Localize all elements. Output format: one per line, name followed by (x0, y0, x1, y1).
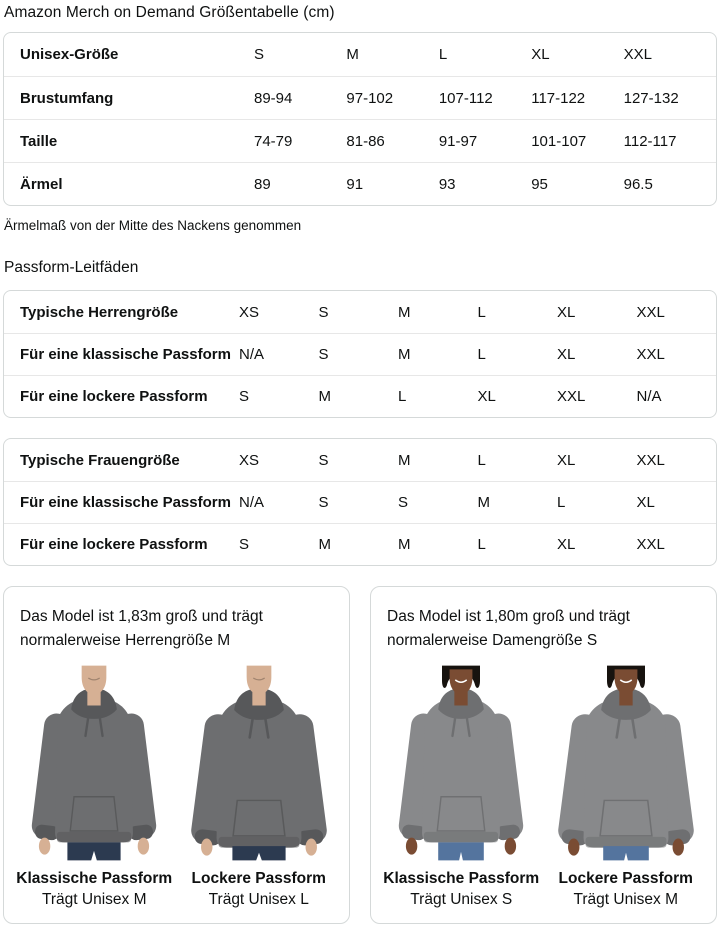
unisex-size-table (3, 32, 717, 206)
cell-value: XL (636, 494, 655, 511)
cell-value: 96.5 (623, 175, 653, 193)
cell-value: XL (557, 451, 576, 469)
cell-value: S (398, 494, 409, 511)
cell-value: N/A (239, 346, 265, 363)
cell-value: XXL (557, 388, 586, 405)
cell-value: XS (239, 303, 260, 321)
cell-value: S (318, 346, 329, 363)
cell-value: M (318, 388, 331, 405)
cell-value: XXL (623, 46, 652, 63)
cell-value: 93 (438, 175, 456, 193)
cell-value: 89-94 (254, 89, 293, 107)
cell-value: M (398, 346, 411, 363)
cell-value: L (477, 346, 486, 363)
size-worn-label: Trägt Unisex L (208, 891, 309, 909)
table-row (4, 291, 716, 333)
row-label: Brustumfang (20, 89, 114, 107)
cell-value: XL (477, 388, 496, 405)
cell-value: XS (239, 451, 260, 469)
cell-value: 117-122 (531, 89, 586, 107)
fit-label: Lockere Passform (558, 870, 693, 888)
cell-value: XL (531, 46, 550, 63)
cell-value: XXL (636, 346, 665, 363)
figure-male-classic (12, 663, 177, 909)
cell-value: M (346, 46, 359, 63)
row-label: Typische Herrengröße (20, 303, 179, 321)
size-worn-label: Trägt Unisex M (41, 891, 147, 909)
figure-row (379, 663, 708, 909)
model-photo-female-loose-fit (550, 663, 702, 863)
model-photo-male-loose-fit (183, 663, 335, 863)
cell-value: L (477, 536, 486, 553)
size-worn-label: Trägt Unisex S (410, 891, 513, 909)
cell-value: S (239, 536, 250, 553)
fit-label: Klassische Passform (383, 870, 540, 888)
cell-value: M (398, 303, 411, 321)
table-row (4, 119, 716, 162)
table-row (4, 375, 716, 417)
cell-value: L (477, 303, 486, 321)
fit-label: Klassische Passform (16, 870, 173, 888)
female-model-card (370, 586, 717, 924)
cell-value: S (318, 494, 329, 511)
cell-value: 74-79 (254, 132, 293, 150)
cell-value: L (477, 451, 486, 469)
model-cards (3, 586, 717, 924)
cell-value: XXL (636, 303, 665, 321)
cell-value: XL (557, 346, 576, 363)
cell-value: S (318, 451, 329, 469)
fit-guides-title: Passform-Leitfäden (4, 259, 139, 276)
cell-value: 112-117 (623, 132, 677, 150)
cell-value: M (398, 451, 411, 469)
row-label: Unisex-Größe (20, 46, 119, 63)
cell-value: XL (557, 303, 576, 321)
cell-value: XXL (636, 451, 665, 469)
model-card-heading: Das Model ist 1,83m groß und trägt normalerweise Herrengröße M (20, 608, 263, 650)
cell-value: M (477, 494, 490, 511)
table-row (4, 439, 716, 481)
row-label: Für eine lockere Passform (20, 536, 208, 553)
row-label: Für eine lockere Passform (20, 388, 208, 405)
cell-value: 97-102 (346, 89, 394, 107)
row-label: Taille (20, 132, 58, 150)
cell-value: 127-132 (623, 89, 679, 107)
page-title: Amazon Merch on Demand Größentabelle (cm) (4, 4, 335, 21)
row-label: Für eine klassische Passform (20, 346, 231, 363)
figure-male-loose (177, 663, 342, 909)
table-row (4, 76, 716, 119)
cell-value: L (398, 388, 407, 405)
cell-value: M (398, 536, 411, 553)
cell-value: S (318, 303, 329, 321)
fit-label: Lockere Passform (191, 870, 326, 888)
sleeve-measure-note: Ärmelmaß von der Mitte des Nackens genommen (4, 218, 302, 233)
cell-value: S (239, 388, 250, 405)
cell-value: M (318, 536, 331, 553)
spacer (3, 418, 717, 438)
table-row (4, 33, 716, 76)
row-label: Ärmel (20, 175, 63, 193)
table-row (4, 481, 716, 523)
cell-value: S (254, 46, 265, 63)
table-row (4, 333, 716, 375)
figure-female-classic (379, 663, 544, 909)
model-photo-female-classic-fit (385, 663, 537, 863)
cell-value: 89 (254, 175, 271, 193)
cell-value: 91 (346, 175, 364, 193)
cell-value: L (557, 494, 566, 511)
cell-value: N/A (239, 494, 265, 511)
figure-female-loose (544, 663, 709, 909)
mens-fit-table (3, 290, 717, 418)
cell-value: XXL (636, 536, 665, 553)
cell-value: 95 (531, 175, 548, 193)
table-row (4, 162, 716, 205)
size-worn-label: Trägt Unisex M (573, 891, 678, 909)
model-photo-male-classic-fit (18, 663, 170, 863)
cell-value: 91-97 (438, 132, 478, 150)
male-model-card (3, 586, 350, 924)
cell-value: 81-86 (346, 132, 385, 150)
table-row (4, 523, 716, 565)
figure-row (12, 663, 341, 909)
cell-value: 107-112 (438, 89, 493, 107)
womens-fit-table (3, 438, 717, 566)
cell-value: N/A (636, 388, 662, 405)
cell-value: L (438, 46, 448, 63)
row-label: Für eine klassische Passform (20, 494, 231, 511)
model-card-heading: Das Model ist 1,80m groß und trägt normalerweise Damengröße S (387, 608, 630, 650)
row-label: Typische Frauengröße (20, 451, 180, 469)
cell-value: XL (557, 536, 576, 553)
cell-value: 101-107 (531, 132, 587, 150)
